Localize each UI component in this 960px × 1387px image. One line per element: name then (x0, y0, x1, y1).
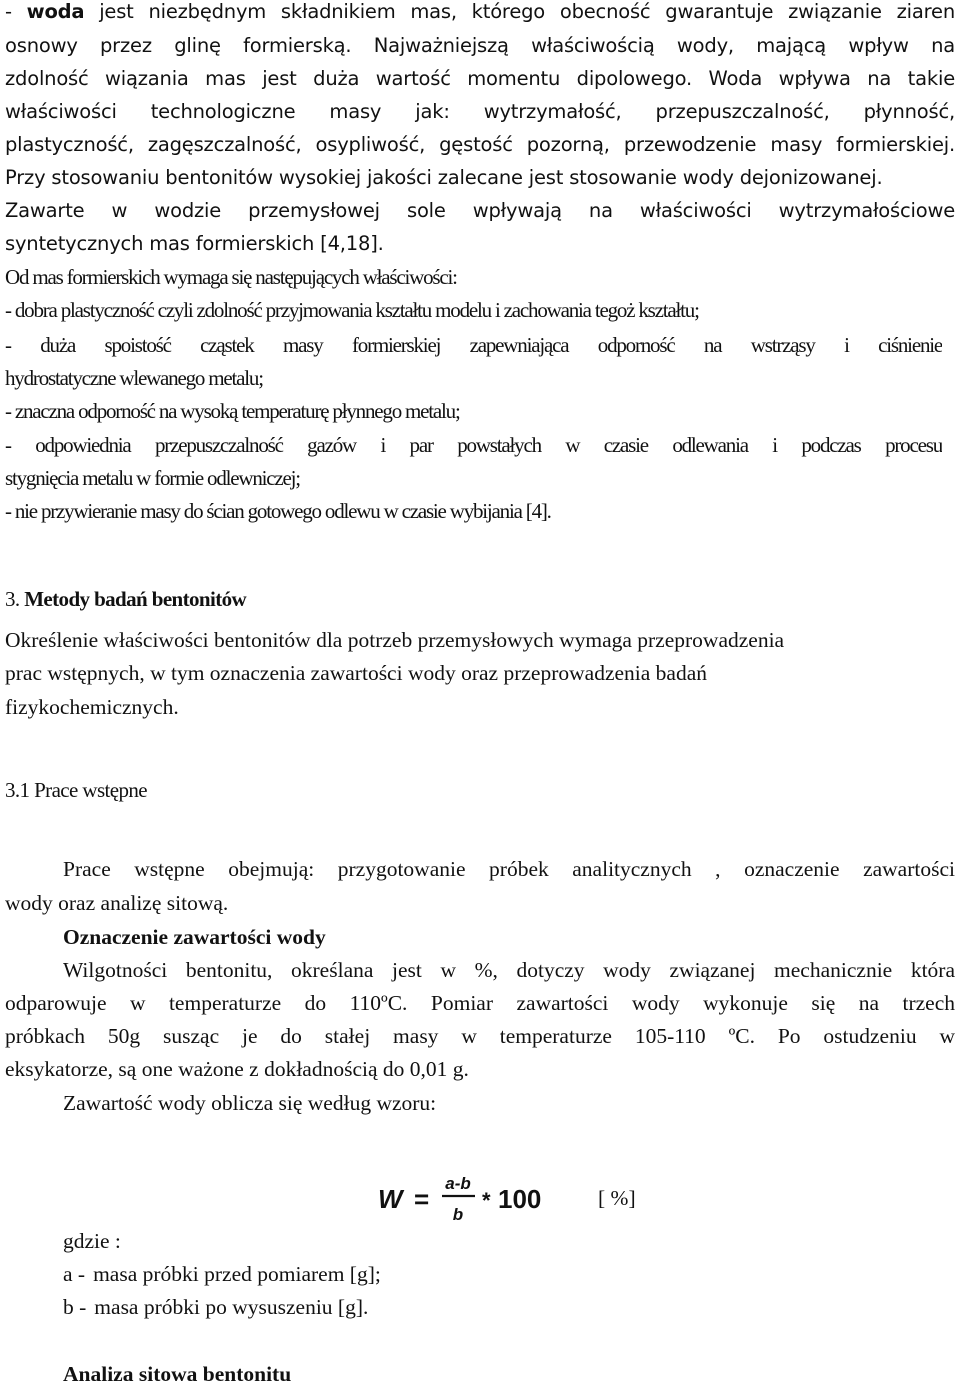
section-3-paragraph-line-3: fizykochemicznych. (5, 695, 179, 719)
paragraph-water-line-4: właściwości technologiczne masy jak: wytrzymałość, przepuszczalność, płynność, (5, 100, 955, 123)
formula-lhs: W (378, 1184, 403, 1214)
water-content-line-1: Wilgotności bentonitu, określana jest w %, dotyczy wody związanej mechanicznie która (63, 958, 955, 982)
sieve-analysis-heading (63, 1362, 960, 1387)
section-title: Metody badań bentonitów (24, 587, 247, 611)
section-3-heading (5, 587, 955, 612)
water-content-line-3: próbkach 50g susząc je do stałej masy w temperaturze 105-110 ºC. Po ostudzeniu w (5, 1024, 955, 1048)
subsection-3-1-heading: 3.1 Prace wstępne (5, 778, 147, 802)
legend-intro: gdzie : (63, 1229, 121, 1253)
requirement-item-non-sticking: - nie przywieranie masy do ścian gotowego odlewu w czasie wybijania [4]. (5, 499, 551, 523)
requirement-item-heat-resistance: - znaczna odporność na wysoką temperaturę płynnego metalu; (5, 399, 460, 423)
requirement-item-permeability: - odpowiednia przepuszczalność gazów i par powstałych w czasie odlewania i podczas procesu (5, 433, 942, 457)
formula-equals: = (414, 1184, 430, 1214)
legend-item-a (63, 1262, 960, 1287)
water-content-line-4: eksykatorze, są one ważone z dokładnością do 0,01 g. (5, 1057, 469, 1081)
list-dash: - (5, 0, 27, 23)
section-number: 3. (5, 587, 25, 611)
formula-numerator: a-b (445, 1174, 471, 1193)
water-content-subheading (63, 925, 960, 950)
requirement-item-cohesion: - duża spoistość cząstek masy formierskiej zapewniająca odporność na wstrząsy i ciśnienie (5, 333, 942, 357)
preliminary-work-line-2: wody oraz analizę sitową. (5, 891, 229, 915)
line-text: jest niezbędnym składnikiem mas, którego obecność gwarantuje związanie ziaren (84, 0, 955, 23)
paragraph-water-line-8: syntetycznych mas formierskich [4,18]. (5, 232, 384, 255)
requirement-item-plasticity: - dobra plastyczność czyli zdolność przyjmowania kształtu modelu i zachowania tegoż kształtu; (5, 298, 699, 322)
legend-text-b: masa próbki po wysuszeniu [g]. (94, 1295, 369, 1319)
requirement-item-permeability-cont: stygnięcia metalu w formie odlewniczej; (5, 466, 300, 490)
formula-factor: 100 (498, 1184, 542, 1214)
legend-label-b: b - (63, 1295, 87, 1319)
paragraph-water-line-1 (5, 0, 955, 23)
term-woda: woda (26, 0, 85, 23)
formula-unit: [ %] (598, 1186, 636, 1210)
water-content-line-2: odparowuje w temperaturze do 110ºC. Pomiar zawartości wody wykonuje się na trzech (5, 991, 955, 1015)
paragraph-water-line-5: plastyczność, zagęszczalność, osypliwość, gęstość pozorną, przewodzenie masy formierskiej. (5, 133, 955, 156)
legend-label-a: a - (63, 1262, 86, 1286)
section-3-paragraph-line-2: prac wstępnych, w tym oznaczenia zawartości wody oraz przeprowadzenia badań (5, 661, 708, 685)
requirements-intro: Od mas formierskich wymaga się następujących właściwości: (5, 265, 457, 289)
water-content-formula (376, 1172, 566, 1228)
legend-item-b (63, 1295, 960, 1320)
heading-text: Analiza sitowa bentonitu (63, 1362, 292, 1386)
paragraph-water-line-7: Zawarte w wodzie przemysłowej sole wpływają na właściwości wytrzymałościowe (5, 199, 955, 222)
section-3-paragraph-line-1: Określenie właściwości bentonitów dla potrzeb przemysłowych wymaga przeprowadzenia (5, 628, 785, 652)
legend-text-a: masa próbki przed pomiarem [g]; (93, 1262, 381, 1286)
formula-times: * (482, 1188, 491, 1213)
preliminary-work-line-1: Prace wstępne obejmują: przygotowanie próbek analitycznych , oznaczenie zawartości (63, 857, 955, 881)
paragraph-water-line-6: Przy stosowaniu bentonitów wysokiej jakości zalecane jest stosowanie wody dejonizowanej. (5, 166, 883, 189)
subheading-text: Oznaczenie zawartości wody (63, 925, 326, 949)
paragraph-water-line-3: zdolność wiązania mas jest duża wartość momentu dipolowego. Woda wpływa na takie (5, 67, 955, 90)
paragraph-water-line-2: osnowy przez glinę formierską. Najważniejszą właściwością wody, mającą wpływ na (5, 34, 955, 57)
requirement-item-cohesion-cont: hydrostatyczne wlewanego metalu; (5, 366, 263, 390)
formula-denominator: b (452, 1205, 464, 1224)
water-content-line-5: Zawartość wody oblicza się według wzoru: (63, 1091, 437, 1115)
